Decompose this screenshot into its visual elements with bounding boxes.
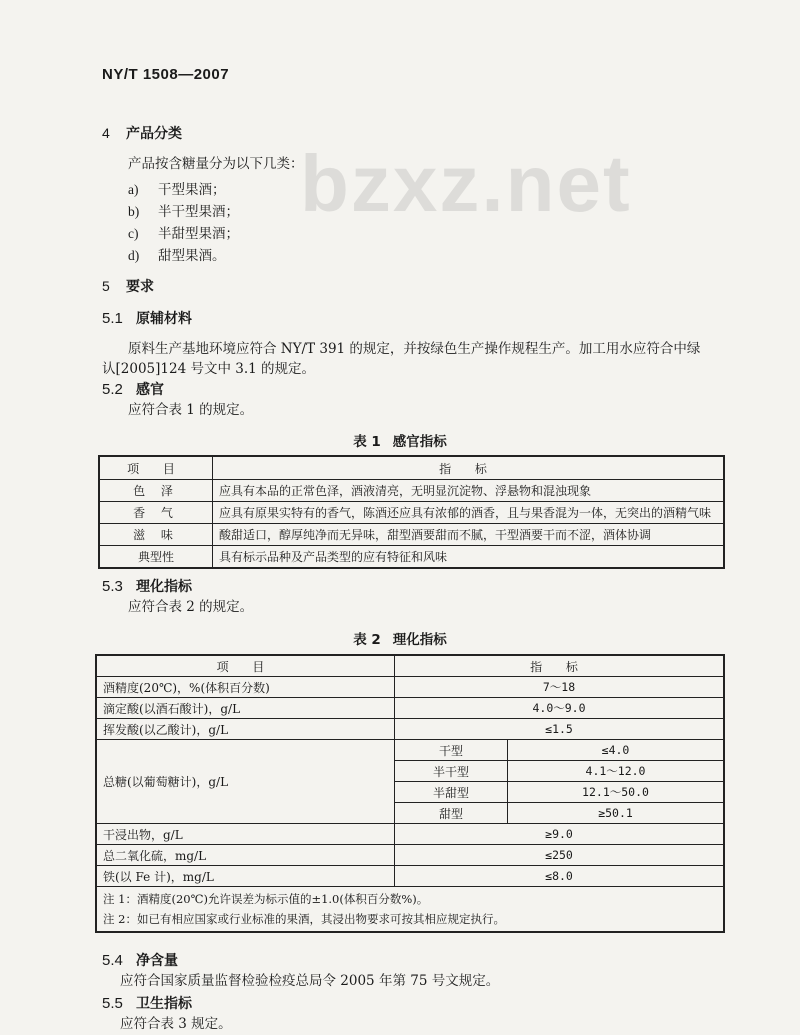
table-cell-item: 色 泽 [99,480,213,502]
table-cell-subtype: 半干型 [395,761,508,782]
table-header-index: 指 标 [213,456,725,480]
section-5-4-heading [102,950,178,970]
section-5-2-text: 应符合表 1 的规定。 [128,402,254,418]
table-row [96,845,724,866]
table-row [96,655,724,677]
table-cell-value: ≥50.1 [508,803,725,824]
table-notes-row [96,887,724,933]
table-note-1: 注 1：酒精度(20℃)允许误差为标示值的±1.0(体积百分数%)。 [103,892,429,906]
section-5-1-heading [102,308,192,328]
table-cell-item: 滋 味 [99,524,213,546]
table-cell-value: 应具有原果实特有的香气，陈酒还应具有浓郁的酒香，且与果香混为一体，无突出的酒精气味 [213,502,725,524]
table-cell-value: 应具有本品的正常色泽，酒液清亮，无明显沉淀物、浮悬物和混浊现象 [213,480,725,502]
table-cell-value: ≤1.5 [395,719,725,740]
section-5-2-number: 5.2 [102,381,123,398]
section-5-5-heading [102,993,192,1013]
class-item-b [128,200,239,220]
table-cell-value: ≤250 [395,845,725,866]
class-item-d [128,244,226,264]
table-row [96,698,724,719]
section-5-1-para-line2: 认[2005]124 号文中 3.1 的规定。 [102,361,316,377]
watermark-text: bzxz.net [300,139,632,228]
table-1-caption-title: 感官指标 [392,434,447,450]
table-cell-value: 12.1～50.0 [508,782,725,803]
table-row [99,456,724,480]
table-row [96,719,724,740]
section-5-1-number: 5.1 [102,310,123,327]
section-5-5-number: 5.5 [102,995,123,1012]
class-item-c-label: c) [128,226,139,241]
table-1-caption [0,430,800,450]
table-2-caption-title: 理化指标 [392,632,447,648]
table-cell-value: 7～18 [395,677,725,698]
table-cell-value: ≤8.0 [395,866,725,887]
class-item-b-text: 半干型果酒； [158,204,239,220]
section-5-1-para-line1: 原料生产基地环境应符合 NY/T 391 的规定，并按绿色生产操作规程生产。加工用水应符合中绿 [128,341,701,357]
table-2-caption [0,628,800,648]
section-4-intro: 产品按含糖量分为以下几类： [128,156,304,172]
class-item-c [128,222,239,242]
table-header-index: 指 标 [395,655,725,677]
table-cell-item: 干浸出物，g/L [96,824,395,845]
class-item-d-text: 甜型果酒。 [158,248,226,264]
table-row [96,740,724,761]
table-notes [96,887,724,933]
sensory-table [98,455,725,569]
section-4-heading [102,123,182,143]
table-cell-item: 典型性 [99,546,213,569]
section-5-heading [102,276,154,296]
section-5-3-title: 理化指标 [136,579,192,595]
table-note-2: 注 2：如已有相应国家或行业标准的果酒，其浸出物要求可按其相应规定执行。 [103,912,505,926]
table-row [96,866,724,887]
table-cell-item: 酒精度(20℃)，%(体积百分数) [96,677,395,698]
section-5-4-title: 净含量 [136,953,178,969]
class-item-a-label: a) [128,182,139,197]
table-cell-value: 4.1～12.0 [508,761,725,782]
section-5-1-title: 原辅材料 [136,311,192,327]
section-4-number: 4 [102,125,110,141]
table-row [99,546,724,569]
section-5-4-number: 5.4 [102,952,123,969]
table-1-caption-number: 表 1 [353,434,381,450]
section-5-5-text: 应符合表 3 规定。 [120,1016,232,1032]
table-cell-value: 4.0～9.0 [395,698,725,719]
table-cell-subtype: 干型 [395,740,508,761]
table-row [96,677,724,698]
table-cell-value: 具有标示品种及产品类型的应有特征和风味 [213,546,725,569]
table-row [99,480,724,502]
table-cell-value: ≤4.0 [508,740,725,761]
table-cell-value: ≥9.0 [395,824,725,845]
table-cell-item: 总二氧化硫，mg/L [96,845,395,866]
class-item-a-text: 干型果酒； [158,182,226,198]
section-5-3-heading [102,576,192,596]
table-row [99,524,724,546]
section-5-number: 5 [102,278,110,294]
section-5-2-heading [102,379,164,399]
table-cell-item: 香 气 [99,502,213,524]
section-5-title: 要求 [126,279,154,295]
table-header-item: 项 目 [96,655,395,677]
class-item-a [128,178,226,198]
table-cell-subtype: 甜型 [395,803,508,824]
section-5-5-title: 卫生指标 [136,996,192,1012]
table-cell-subtype: 半甜型 [395,782,508,803]
table-cell-value: 酸甜适口，醇厚纯净而无异味，甜型酒要甜而不腻，干型酒要干而不涩，酒体协调 [213,524,725,546]
physicochemical-table [95,654,725,933]
class-item-d-label: d) [128,248,140,263]
table-cell-item: 总糖(以葡萄糖计)，g/L [96,740,395,824]
table-header-item: 项 目 [99,456,213,480]
standard-code-header: NY/T 1508—2007 [102,66,230,83]
section-5-2-title: 感官 [136,382,164,398]
table-cell-item: 滴定酸(以酒石酸计)，g/L [96,698,395,719]
table-row [96,824,724,845]
table-cell-item: 铁(以 Fe 计)，mg/L [96,866,395,887]
class-item-c-text: 半甜型果酒； [158,226,239,242]
section-5-3-number: 5.3 [102,578,123,595]
section-5-3-text: 应符合表 2 的规定。 [128,599,254,615]
class-item-b-label: b) [128,204,140,219]
table-cell-item: 挥发酸(以乙酸计)，g/L [96,719,395,740]
section-5-4-text: 应符合国家质量监督检验检疫总局令 2005 年第 75 号文规定。 [120,973,500,989]
section-4-title: 产品分类 [126,126,182,142]
table-row [99,502,724,524]
table-2-caption-number: 表 2 [353,632,381,648]
